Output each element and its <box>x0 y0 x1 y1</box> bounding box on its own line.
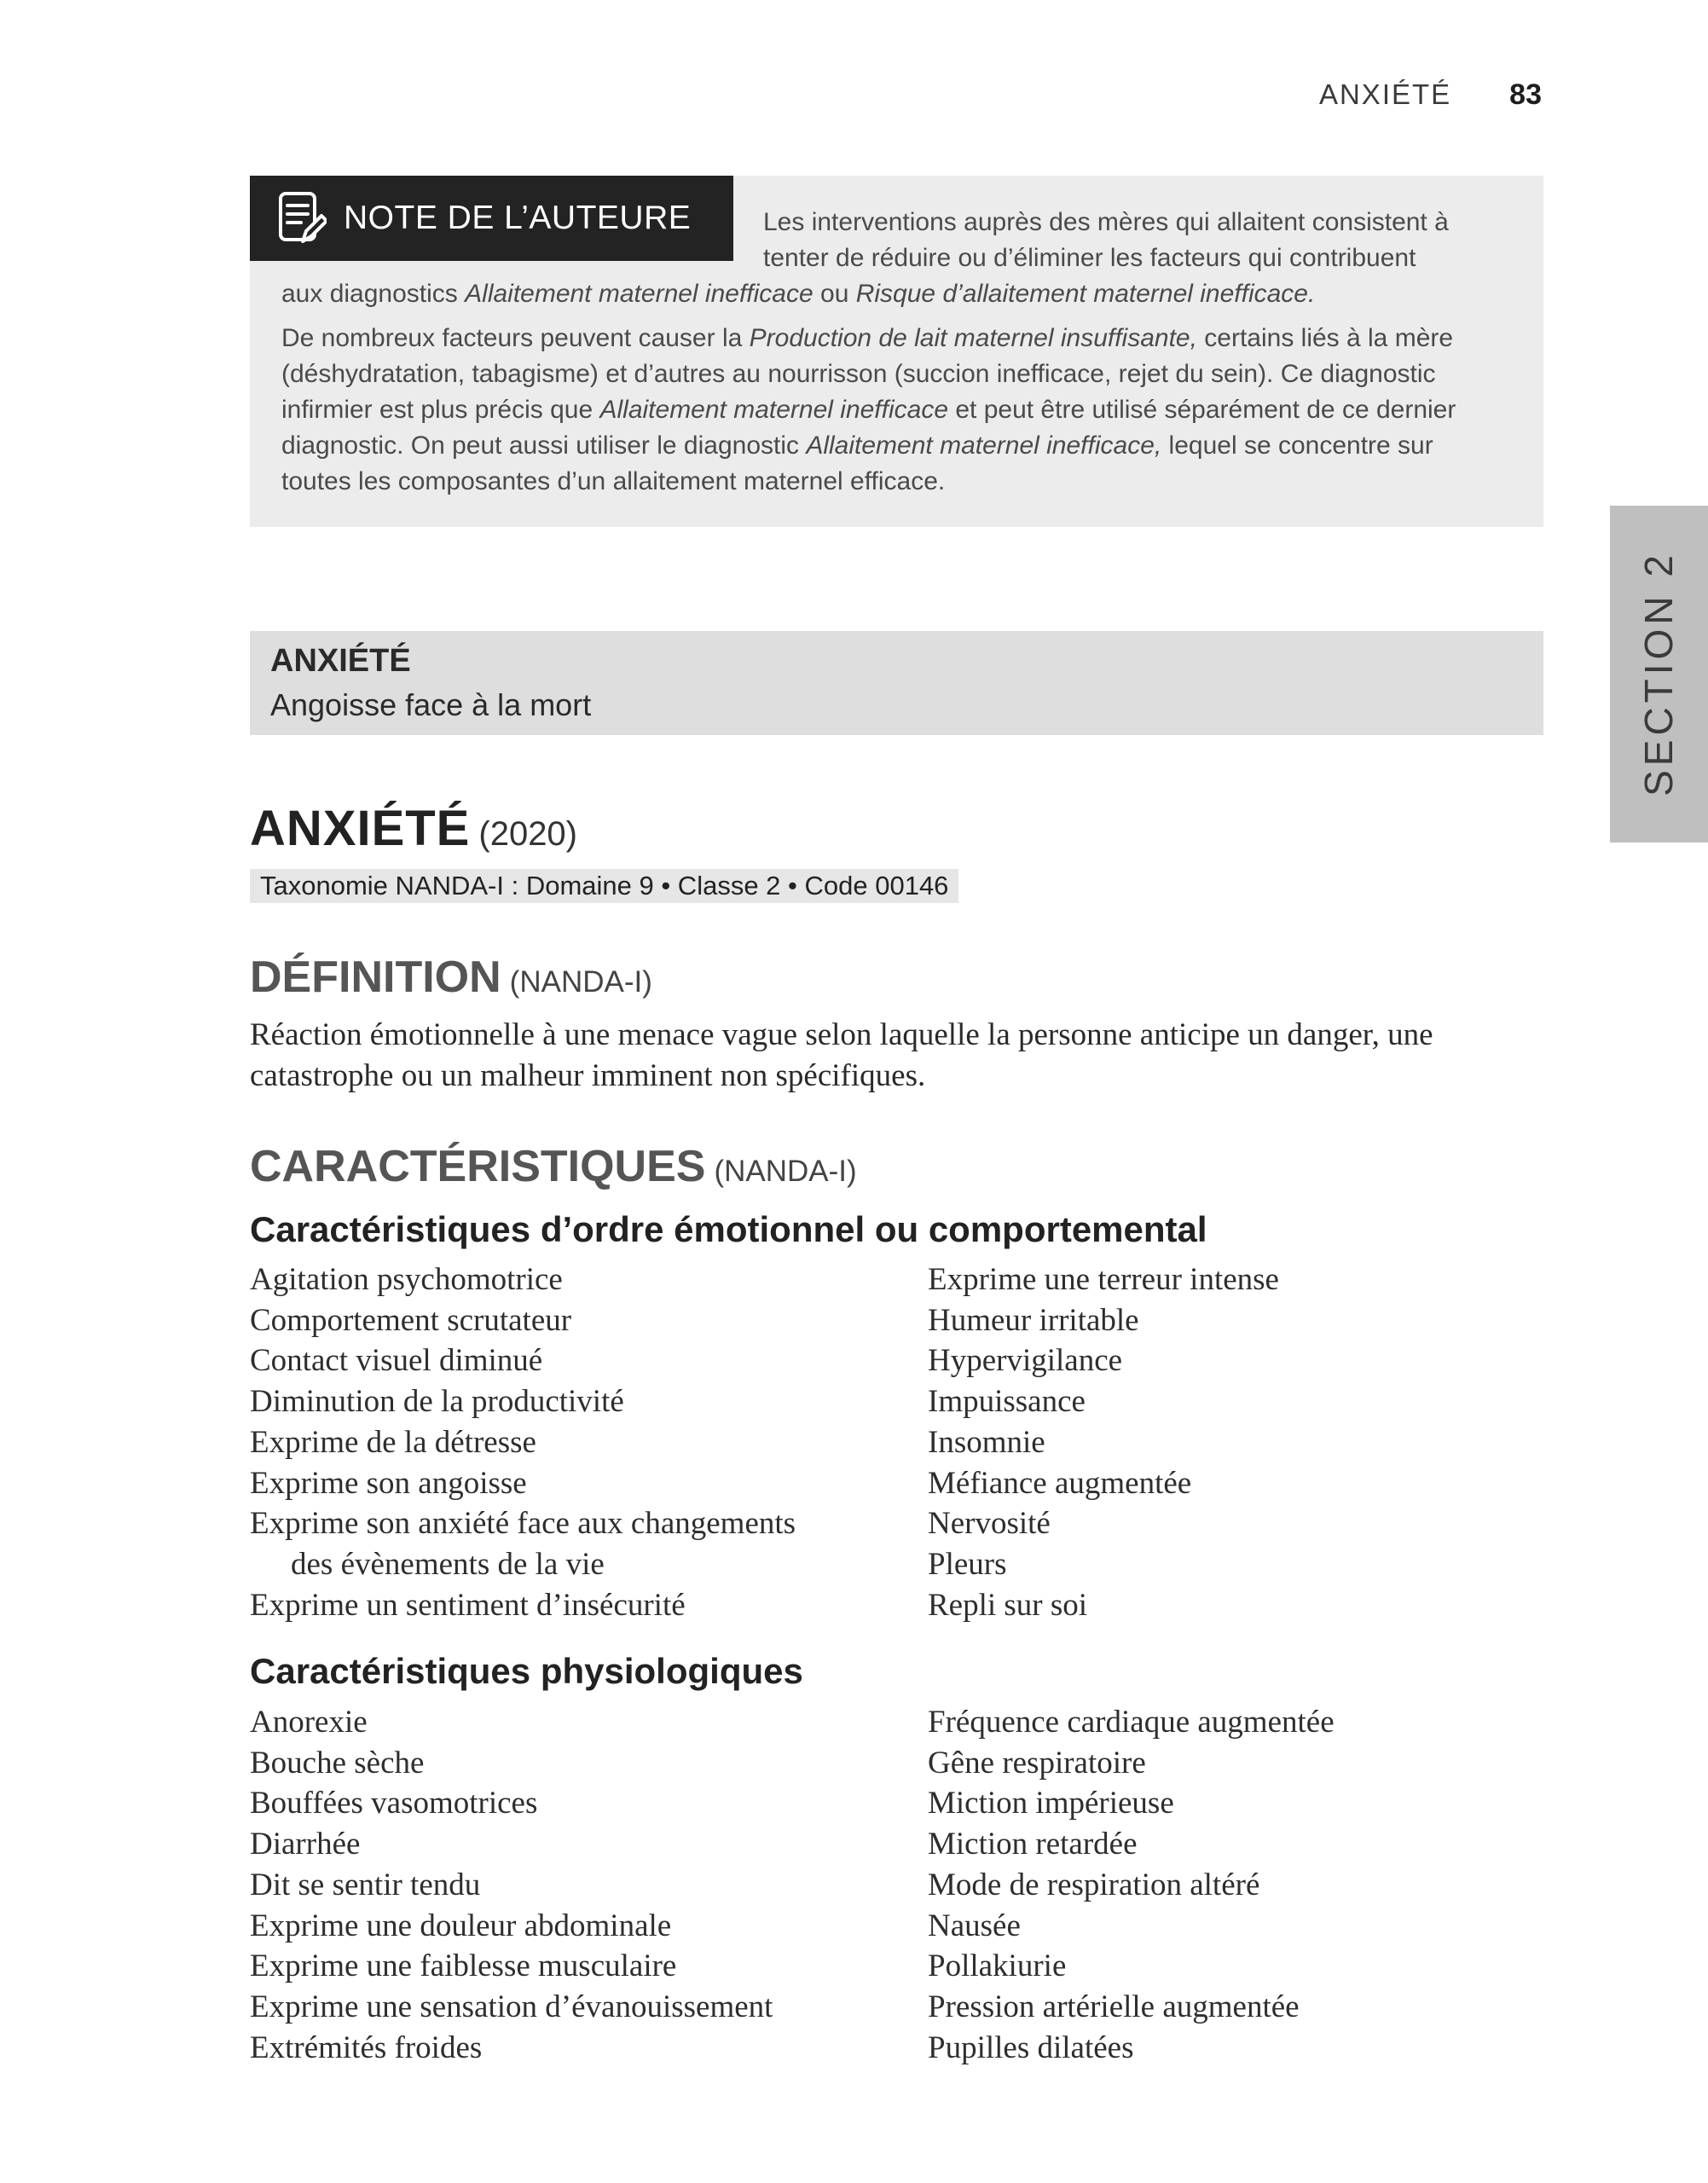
list-item: Humeur irritable <box>928 1302 1139 1338</box>
note-pencil-icon <box>277 190 327 246</box>
list-item: Pression artérielle augmentée <box>928 1989 1300 2024</box>
note-line: tenter de réduire ou d’éliminer les facteurs qui contribuent <box>763 244 1416 272</box>
emotional-list-col2 <box>928 1259 1279 1625</box>
characteristics-heading-text: CARACTÉRISTIQUES <box>250 1142 706 1191</box>
list-item: Exprime une douleur abdominale <box>250 1908 672 1943</box>
list-item: Bouffées vasomotrices <box>250 1786 538 1821</box>
list-item: Exprime une terreur intense <box>928 1262 1279 1297</box>
note-text: aux diagnostics <box>281 280 466 308</box>
note-paragraph-1-end <box>281 276 1535 312</box>
list-item: Bouche sèche <box>250 1745 425 1781</box>
list-item: Anorexie <box>250 1705 368 1740</box>
list-item: Exprime une faiblesse musculaire <box>250 1948 677 1984</box>
list-item: Nervosité <box>928 1506 1051 1542</box>
note-diagnosis-ref: Production de lait maternel insuffisante, <box>749 324 1197 352</box>
list-item: Nausée <box>928 1908 1021 1943</box>
list-item: Hypervigilance <box>928 1343 1123 1379</box>
list-item: Méfiance augmentée <box>928 1465 1192 1501</box>
list-item: Pupilles dilatées <box>928 2030 1134 2065</box>
list-item-continuation: des évènements de la vie <box>291 1546 605 1582</box>
diagnosis-banner <box>250 631 1543 735</box>
characteristics-heading <box>250 1141 857 1192</box>
emotional-list-col1 <box>250 1259 796 1625</box>
list-item: Extrémités froides <box>250 2030 483 2065</box>
note-diagnosis-ref: Risque d’allaitement maternel inefficace. <box>855 280 1316 308</box>
note-line: Les interventions auprès des mères qui allaitent consistent à <box>763 208 1449 236</box>
list-item: Miction impérieuse <box>928 1786 1174 1821</box>
note-text: De nombreux facteurs peuvent causer la <box>281 324 750 352</box>
list-item: Dit se sentir tendu <box>250 1867 481 1902</box>
list-item: Contact visuel diminué <box>250 1343 543 1379</box>
characteristics-source: (NANDA-I) <box>714 1155 857 1188</box>
list-item: Agitation psychomotrice <box>250 1262 563 1297</box>
list-item: Miction retardée <box>928 1827 1138 1862</box>
physiological-list-col2 <box>928 1702 1335 2068</box>
list-item: Exprime son angoisse <box>250 1465 527 1501</box>
definition-source: (NANDA-I) <box>509 965 652 999</box>
list-item: Pollakiurie <box>928 1948 1067 1984</box>
list-item: Diminution de la productivité <box>250 1384 624 1420</box>
list-item: Pleurs <box>928 1546 1007 1582</box>
emotional-subheading: Caractéristiques d’ordre émotionnel ou comportemental <box>250 1209 1207 1249</box>
diagnosis-year: (2020) <box>478 815 577 853</box>
note-paragraph-2 <box>281 321 1492 500</box>
page-number: 83 <box>1509 78 1542 111</box>
diagnosis-banner-subtitle: Angoisse face à la mort <box>270 687 592 722</box>
note-text: et peut être utilisé séparément de ce dernier diagnostic. On peut aussi utiliser le diagnostic <box>281 396 1456 460</box>
taxonomy-label: Taxonomie NANDA-I : Domaine 9 • Classe 2 • Code 00146 <box>250 869 958 903</box>
list-item: Insomnie <box>928 1424 1045 1460</box>
list-item: Diarrhée <box>250 1827 361 1862</box>
note-text: lequel se concentre sur toutes les composantes d’un allaitement maternel efficace. <box>281 431 1433 495</box>
list-item: Exprime une sensation d’évanouissement <box>250 1989 773 2024</box>
definition-heading-text: DÉFINITION <box>250 953 501 1002</box>
physiological-list-col1 <box>250 1702 773 2068</box>
definition-heading <box>250 952 652 1003</box>
note-text: ou <box>813 280 856 308</box>
list-item: Exprime de la détresse <box>250 1424 536 1460</box>
page-title <box>250 800 577 857</box>
section-label: SECTION 2 <box>1636 551 1681 796</box>
list-item: Fréquence cardiaque augmentée <box>928 1705 1335 1740</box>
list-item: Impuissance <box>928 1384 1086 1420</box>
note-diagnosis-ref: Allaitement maternel inefficace <box>599 396 949 424</box>
diagnosis-banner-title: ANXIÉTÉ <box>270 643 411 679</box>
list-item: Mode de respiration altéré <box>928 1867 1260 1902</box>
note-paragraph-1-start <box>763 205 1531 276</box>
author-note-label: NOTE DE L’AUTEURE <box>344 200 692 236</box>
definition-text: Réaction émotionnelle à une menace vague selon laquelle la personne anticipe un danger, une catastrophe ou un malheur imminent non spécifiques. <box>250 1017 1433 1093</box>
list-item: Exprime son anxiété face aux changements <box>250 1506 796 1542</box>
diagnosis-title: ANXIÉTÉ <box>250 801 471 856</box>
note-diagnosis-ref: Allaitement maternel inefficace, <box>806 431 1162 460</box>
list-item: Exprime un sentiment d’insécurité <box>250 1587 686 1623</box>
author-note-tab <box>250 176 733 261</box>
running-header-title: ANXIÉTÉ <box>1318 78 1452 110</box>
note-diagnosis-ref: Allaitement maternel inefficace <box>465 280 813 308</box>
note-text: certains liés à la mère (déshydratation, tabagisme) et d’autres au nourrisson (succion inefficace, rejet du sein). Ce diagnostic infirmier est plus précis que <box>281 324 1454 424</box>
list-item: Gêne respiratoire <box>928 1745 1146 1781</box>
list-item: Comportement scrutateur <box>250 1302 572 1338</box>
list-item: Repli sur soi <box>928 1587 1088 1623</box>
physiological-subheading: Caractéristiques physiologiques <box>250 1651 803 1691</box>
section-side-tab <box>1610 506 1708 843</box>
running-header <box>1319 78 1542 112</box>
